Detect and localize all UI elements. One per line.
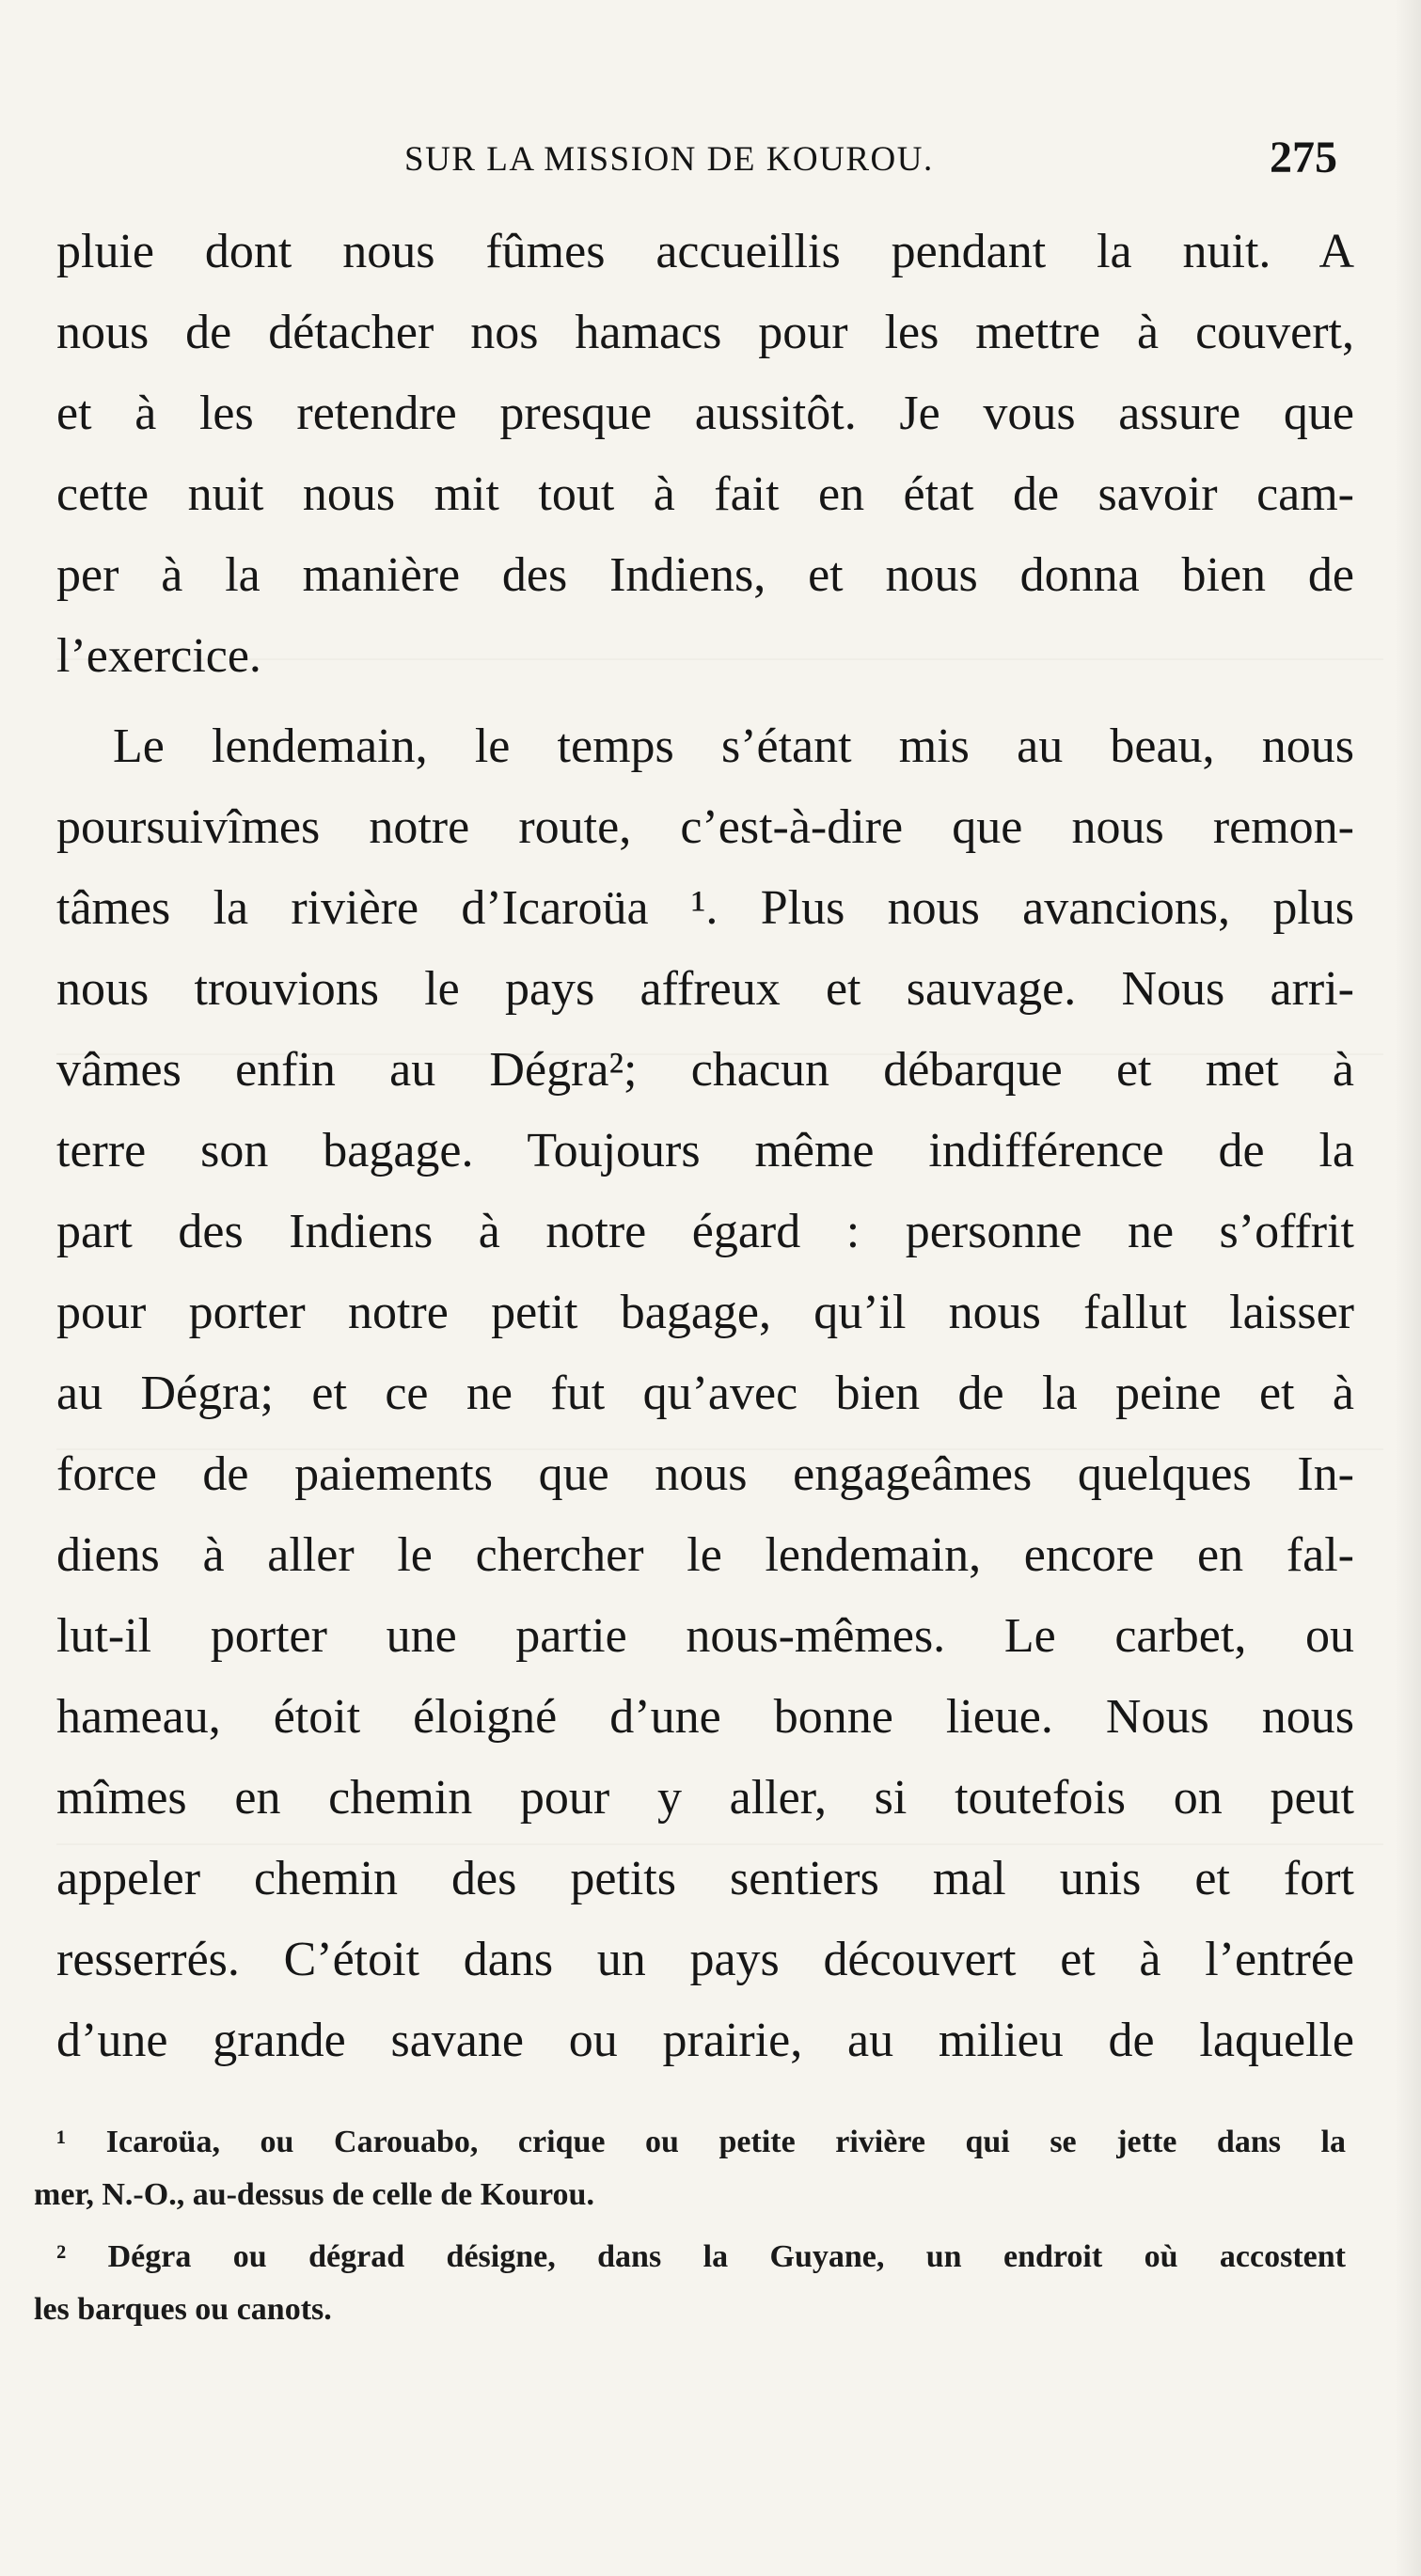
text-line: diens à aller le chercher le lendemain, encore en fal- [56, 1528, 1354, 1582]
page-edge-shadow [1395, 0, 1421, 2576]
text-line: terre son bagage. Toujours même indifférence de la [56, 1124, 1354, 1177]
text-line: resserrés. C’étoit dans un pays découvert et à l’entrée [56, 1933, 1354, 1986]
page-number: 275 [1270, 133, 1337, 182]
running-title: SUR LA MISSION DE KOUROU. [404, 140, 934, 179]
footnote-line: ² Dégra ou dégrad désigne, dans la Guyane, un endroit où accostent [56, 2239, 1346, 2274]
text-line: mîmes en chemin pour y aller, si toutefois on peut [56, 1771, 1354, 1825]
footnote-gap [34, 2221, 1346, 2231]
text-line: tâmes la rivière d’Icaroüa ¹. Plus nous avancions, plus [56, 881, 1354, 935]
text-line: pour porter notre petit bagage, qu’il nous fallut laisser [56, 1286, 1354, 1339]
text-line: hameau, étoit éloigné d’une bonne lieue. Nous nous [56, 1690, 1354, 1744]
text-line: l’exercice. [56, 629, 261, 683]
text-line: per à la manière des Indiens, et nous donna bien de [56, 548, 1354, 602]
text-line: lut-il porter une partie nous-mêmes. Le carbet, ou [56, 1609, 1354, 1663]
text-line: nous de détacher nos hamacs pour les mettre à couvert, [56, 306, 1354, 359]
text-line: vâmes enfin au Dégra²; chacun débarque et met à [56, 1043, 1354, 1097]
text-line: part des Indiens à notre égard : personne ne s’offrit [56, 1205, 1354, 1258]
footnotes [34, 2116, 1346, 2336]
text-line: force de paiements que nous engageâmes quelques In- [56, 1447, 1354, 1501]
text-line: cette nuit nous mit tout à fait en état de savoir cam- [56, 467, 1354, 521]
footnote-line: mer, N.-O., au-dessus de celle de Kourou. [34, 2177, 594, 2212]
running-head [0, 133, 1421, 196]
text-line: poursuivîmes notre route, c’est-à-dire que nous remon- [56, 800, 1354, 854]
body-text [56, 212, 1354, 2081]
text-line: nous trouvions le pays affreux et sauvage. Nous arri- [56, 962, 1354, 1016]
footnote-line: ¹ Icaroüa, ou Carouabo, crique ou petite rivière qui se jette dans la [56, 2125, 1346, 2159]
text-line: pluie dont nous fûmes accueillis pendant la nuit. A [56, 225, 1354, 278]
text-line: au Dégra; et ce ne fut qu’avec bien de la peine et à [56, 1367, 1354, 1420]
paragraph-gap [56, 697, 1354, 706]
text-line: appeler chemin des petits sentiers mal unis et fort [56, 1852, 1354, 1905]
text-line: Le lendemain, le temps s’étant mis au beau, nous [113, 719, 1354, 773]
footnote-line: les barques ou canots. [34, 2292, 332, 2327]
text-line: d’une grande savane ou prairie, au milieu de laquelle [56, 2014, 1354, 2067]
text-line: et à les retendre presque aussitôt. Je vous assure que [56, 387, 1354, 440]
